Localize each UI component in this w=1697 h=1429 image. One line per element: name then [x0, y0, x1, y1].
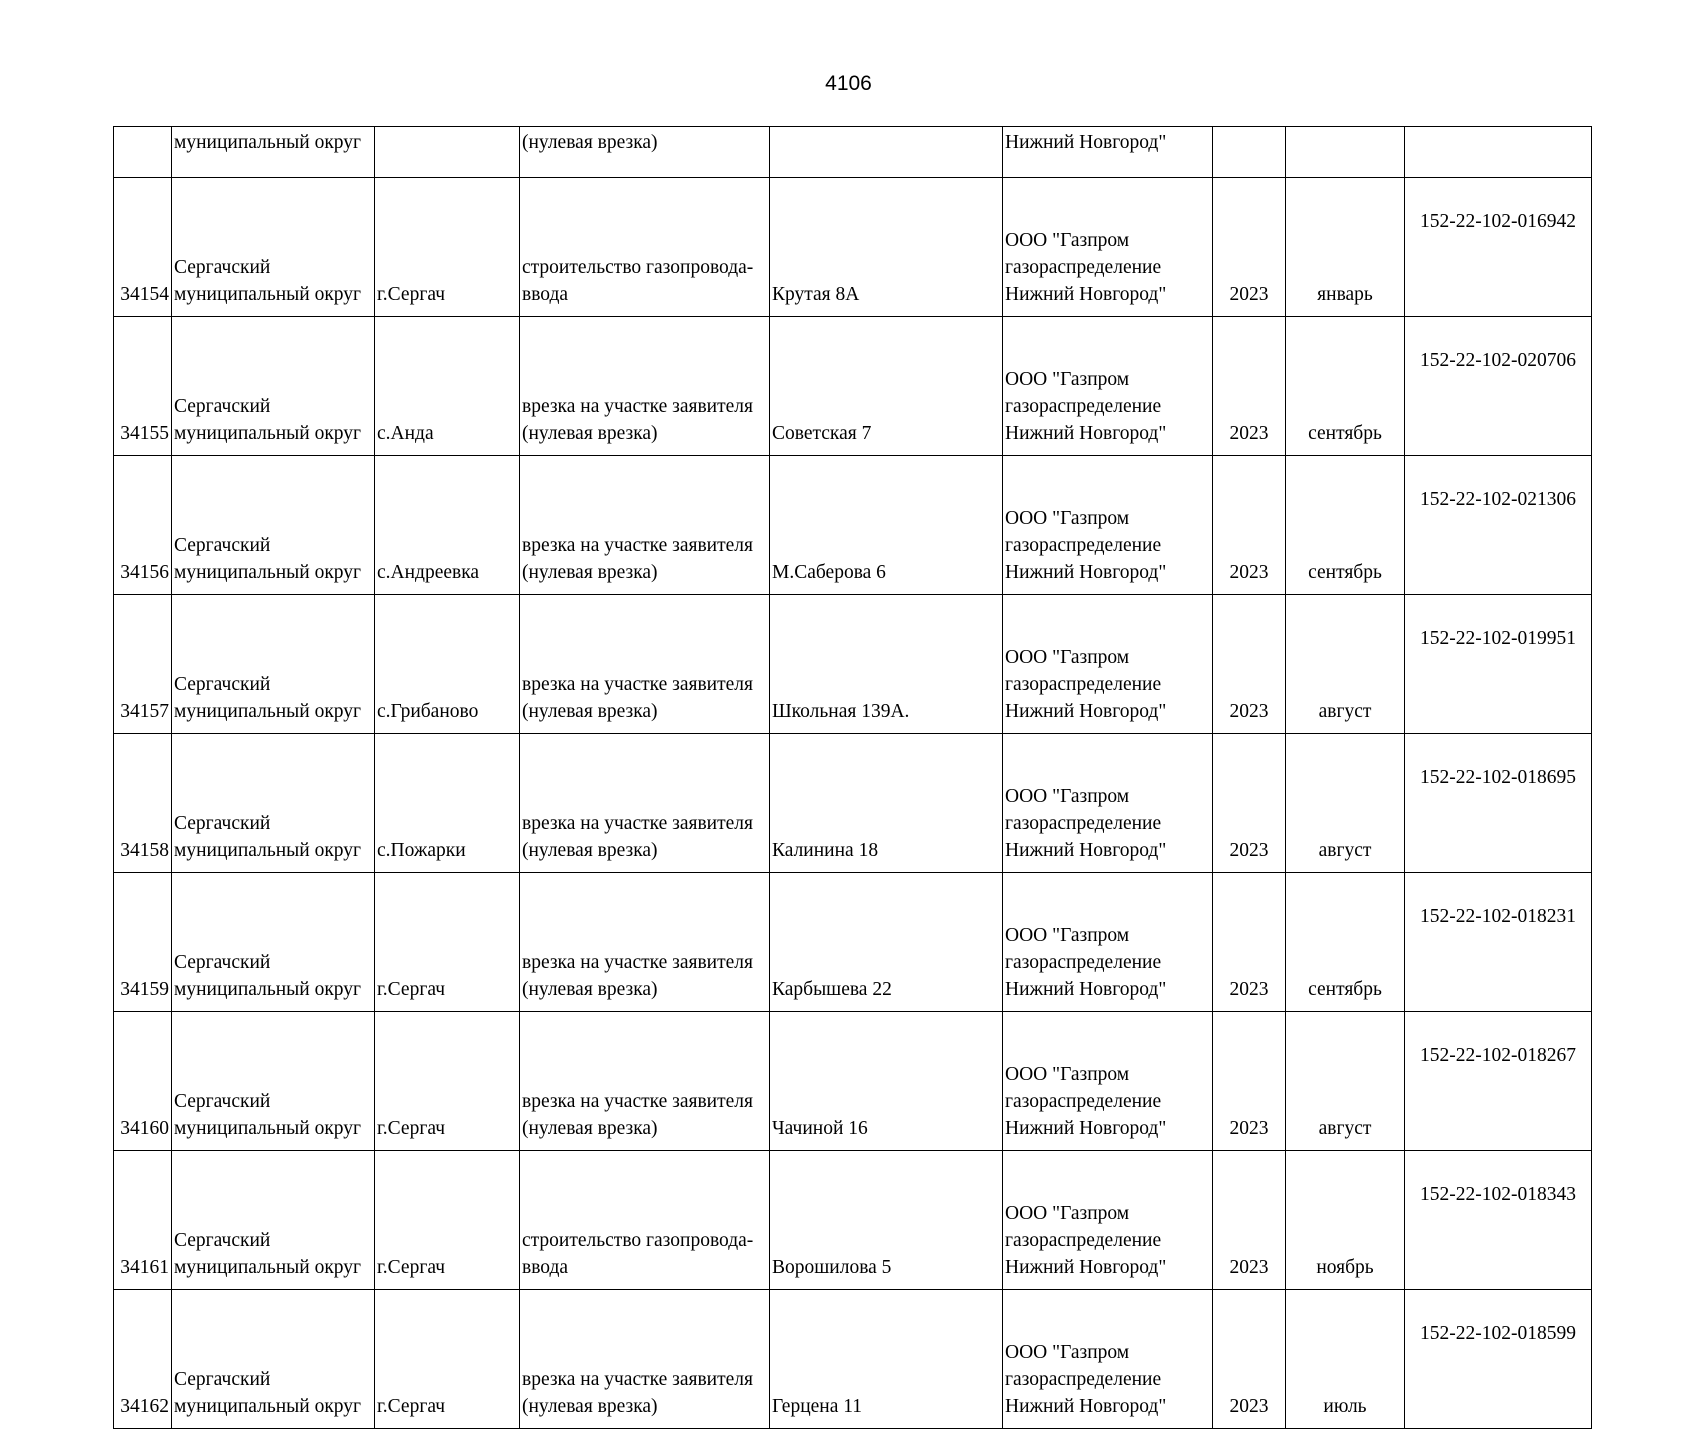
page-number: 4106 [825, 72, 872, 95]
org-line: газораспределение [1005, 1369, 1162, 1390]
cell-code: 152-22-102-021306 [1405, 456, 1592, 595]
cell-locality [375, 127, 520, 178]
table-row [114, 1012, 1592, 1151]
cell-work [520, 734, 770, 873]
work-line: (нулевая врезка) [522, 1118, 658, 1139]
district-line: муниципальный округ [174, 284, 362, 305]
cell-month: сентябрь [1286, 317, 1405, 456]
cell-org [1003, 317, 1213, 456]
cell-work [520, 1012, 770, 1151]
cell-locality: г.Сергач [375, 873, 520, 1012]
cell-num [114, 127, 172, 178]
district-line: муниципальный округ [174, 1118, 362, 1139]
cell-locality: с.Анда [375, 317, 520, 456]
cell-num: 34162 [114, 1290, 172, 1429]
cell-year: 2023 [1213, 1012, 1286, 1151]
table-row [114, 178, 1592, 317]
cell-code: 152-22-102-020706 [1405, 317, 1592, 456]
org-line: Нижний Новгород" [1005, 562, 1167, 583]
table-row [114, 1290, 1592, 1429]
work-line: врезка на участке заявителя [522, 535, 753, 556]
cell-org [1003, 1151, 1213, 1290]
cell-year: 2023 [1213, 178, 1286, 317]
district-line: Сергачский [174, 674, 271, 695]
cell-locality: с.Грибаново [375, 595, 520, 734]
cell-month [1286, 127, 1405, 178]
district-line: Сергачский [174, 535, 271, 556]
cell-year: 2023 [1213, 595, 1286, 734]
cell-num: 34158 [114, 734, 172, 873]
table-row [114, 595, 1592, 734]
org-line: газораспределение [1005, 1230, 1162, 1251]
org-line: ООО "Газпром [1005, 1203, 1130, 1224]
work-line: (нулевая врезка) [522, 840, 658, 861]
table-row-continued [114, 127, 1592, 178]
cell-district [172, 456, 375, 595]
org-line: ООО "Газпром [1005, 508, 1130, 529]
cell-district [172, 734, 375, 873]
work-line: врезка на участке заявителя [522, 1091, 753, 1112]
cell-year: 2023 [1213, 1290, 1286, 1429]
district-line: муниципальный округ [174, 840, 362, 861]
cell-org [1003, 1290, 1213, 1429]
cell-month: ноябрь [1286, 1151, 1405, 1290]
cell-work [520, 456, 770, 595]
org-line: ООО "Газпром [1005, 369, 1130, 390]
cell-address: Калинина 18 [770, 734, 1003, 873]
org-line: Нижний Новгород" [1005, 979, 1167, 1000]
cell-org [1003, 178, 1213, 317]
cell-year: 2023 [1213, 456, 1286, 595]
table-row [114, 1151, 1592, 1290]
work-line: врезка на участке заявителя [522, 952, 753, 973]
cell-org [1003, 873, 1213, 1012]
cell-code: 152-22-102-018695 [1405, 734, 1592, 873]
cell-code: 152-22-102-016942 [1405, 178, 1592, 317]
cell-address [770, 127, 1003, 178]
org-line: Нижний Новгород" [1005, 1396, 1167, 1417]
district-line: муниципальный округ [174, 423, 362, 444]
org-line: Нижний Новгород" [1005, 423, 1167, 444]
work-line: строительство газопровода- [522, 1230, 754, 1251]
org-line: газораспределение [1005, 813, 1162, 834]
org-line: ООО "Газпром [1005, 647, 1130, 668]
org-line: газораспределение [1005, 257, 1162, 278]
cell-address: Карбышева 22 [770, 873, 1003, 1012]
cell-locality: с.Андреевка [375, 456, 520, 595]
org-line: Нижний Новгород" [1005, 701, 1167, 722]
district-line: Сергачский [174, 1230, 271, 1251]
cell-locality: г.Сергач [375, 178, 520, 317]
cell-month: август [1286, 1012, 1405, 1151]
cell-district [172, 1151, 375, 1290]
org-line: газораспределение [1005, 952, 1162, 973]
district-line: Сергачский [174, 396, 271, 417]
cell-code [1405, 127, 1592, 178]
cell-month: сентябрь [1286, 456, 1405, 595]
cell-address: Чачиной 16 [770, 1012, 1003, 1151]
cell-district [172, 1290, 375, 1429]
org-line: Нижний Новгород" [1005, 1257, 1167, 1278]
cell-district [172, 178, 375, 317]
cell-org [1003, 1012, 1213, 1151]
work-line: врезка на участке заявителя [522, 1369, 753, 1390]
cell-work [520, 1151, 770, 1290]
table-row [114, 873, 1592, 1012]
cell-year: 2023 [1213, 1151, 1286, 1290]
work-line: (нулевая врезка) [522, 979, 658, 1000]
cell-work [520, 317, 770, 456]
cell-org [1003, 456, 1213, 595]
cell-work: (нулевая врезка) [520, 127, 770, 178]
cell-district [172, 873, 375, 1012]
district-line: Сергачский [174, 952, 271, 973]
district-line: Сергачский [174, 813, 271, 834]
cell-month: сентябрь [1286, 873, 1405, 1012]
district-line: муниципальный округ [174, 1396, 362, 1417]
cell-district [172, 317, 375, 456]
org-line: ООО "Газпром [1005, 925, 1130, 946]
cell-num: 34160 [114, 1012, 172, 1151]
org-line: ООО "Газпром [1005, 786, 1130, 807]
cell-address: Школьная 139А. [770, 595, 1003, 734]
work-line: врезка на участке заявителя [522, 674, 753, 695]
district-line: Сергачский [174, 1369, 271, 1390]
work-line: ввода [522, 284, 569, 305]
cell-district: муниципальный округ [172, 127, 375, 178]
cell-month: июль [1286, 1290, 1405, 1429]
cell-code: 152-22-102-018231 [1405, 873, 1592, 1012]
cell-district [172, 595, 375, 734]
org-line: Нижний Новгород" [1005, 840, 1167, 861]
cell-month: август [1286, 734, 1405, 873]
cell-year [1213, 127, 1286, 178]
cell-code: 152-22-102-018343 [1405, 1151, 1592, 1290]
cell-num: 34156 [114, 456, 172, 595]
cell-num: 34161 [114, 1151, 172, 1290]
org-line: газораспределение [1005, 535, 1162, 556]
org-line: газораспределение [1005, 674, 1162, 695]
district-line: Сергачский [174, 257, 271, 278]
org-line: газораспределение [1005, 396, 1162, 417]
gas-connection-table [113, 126, 1592, 1429]
cell-address: Герцена 11 [770, 1290, 1003, 1429]
cell-num: 34155 [114, 317, 172, 456]
cell-year: 2023 [1213, 317, 1286, 456]
org-line: Нижний Новгород" [1005, 284, 1167, 305]
district-line: муниципальный округ [174, 701, 362, 722]
cell-code: 152-22-102-018267 [1405, 1012, 1592, 1151]
cell-num: 34154 [114, 178, 172, 317]
org-line: ООО "Газпром [1005, 230, 1130, 251]
work-line: (нулевая врезка) [522, 562, 658, 583]
cell-year: 2023 [1213, 873, 1286, 1012]
work-line: врезка на участке заявителя [522, 396, 753, 417]
org-line: газораспределение [1005, 1091, 1162, 1112]
org-line: ООО "Газпром [1005, 1064, 1130, 1085]
cell-locality: г.Сергач [375, 1012, 520, 1151]
cell-address: М.Саберова 6 [770, 456, 1003, 595]
district-line: муниципальный округ [174, 979, 362, 1000]
cell-org [1003, 734, 1213, 873]
cell-address: Крутая 8А [770, 178, 1003, 317]
table-row [114, 317, 1592, 456]
org-line: ООО "Газпром [1005, 1342, 1130, 1363]
cell-locality: г.Сергач [375, 1290, 520, 1429]
district-line: муниципальный округ [174, 562, 362, 583]
work-line: ввода [522, 1257, 569, 1278]
table-row [114, 456, 1592, 595]
cell-work [520, 595, 770, 734]
work-line: (нулевая врезка) [522, 701, 658, 722]
cell-month: январь [1286, 178, 1405, 317]
cell-num: 34159 [114, 873, 172, 1012]
cell-address: Ворошилова 5 [770, 1151, 1003, 1290]
table-row [114, 734, 1592, 873]
cell-code: 152-22-102-019951 [1405, 595, 1592, 734]
cell-work [520, 1290, 770, 1429]
work-line: строительство газопровода- [522, 257, 754, 278]
cell-locality: г.Сергач [375, 1151, 520, 1290]
cell-district [172, 1012, 375, 1151]
work-line: (нулевая врезка) [522, 423, 658, 444]
cell-year: 2023 [1213, 734, 1286, 873]
district-line: муниципальный округ [174, 1257, 362, 1278]
cell-org: Нижний Новгород" [1003, 127, 1213, 178]
cell-address: Советская 7 [770, 317, 1003, 456]
cell-month: август [1286, 595, 1405, 734]
district-line: Сергачский [174, 1091, 271, 1112]
cell-work [520, 873, 770, 1012]
work-line: (нулевая врезка) [522, 1396, 658, 1417]
cell-num: 34157 [114, 595, 172, 734]
cell-org [1003, 595, 1213, 734]
cell-locality: с.Пожарки [375, 734, 520, 873]
cell-work [520, 178, 770, 317]
work-line: врезка на участке заявителя [522, 813, 753, 834]
org-line: Нижний Новгород" [1005, 1118, 1167, 1139]
cell-code: 152-22-102-018599 [1405, 1290, 1592, 1429]
